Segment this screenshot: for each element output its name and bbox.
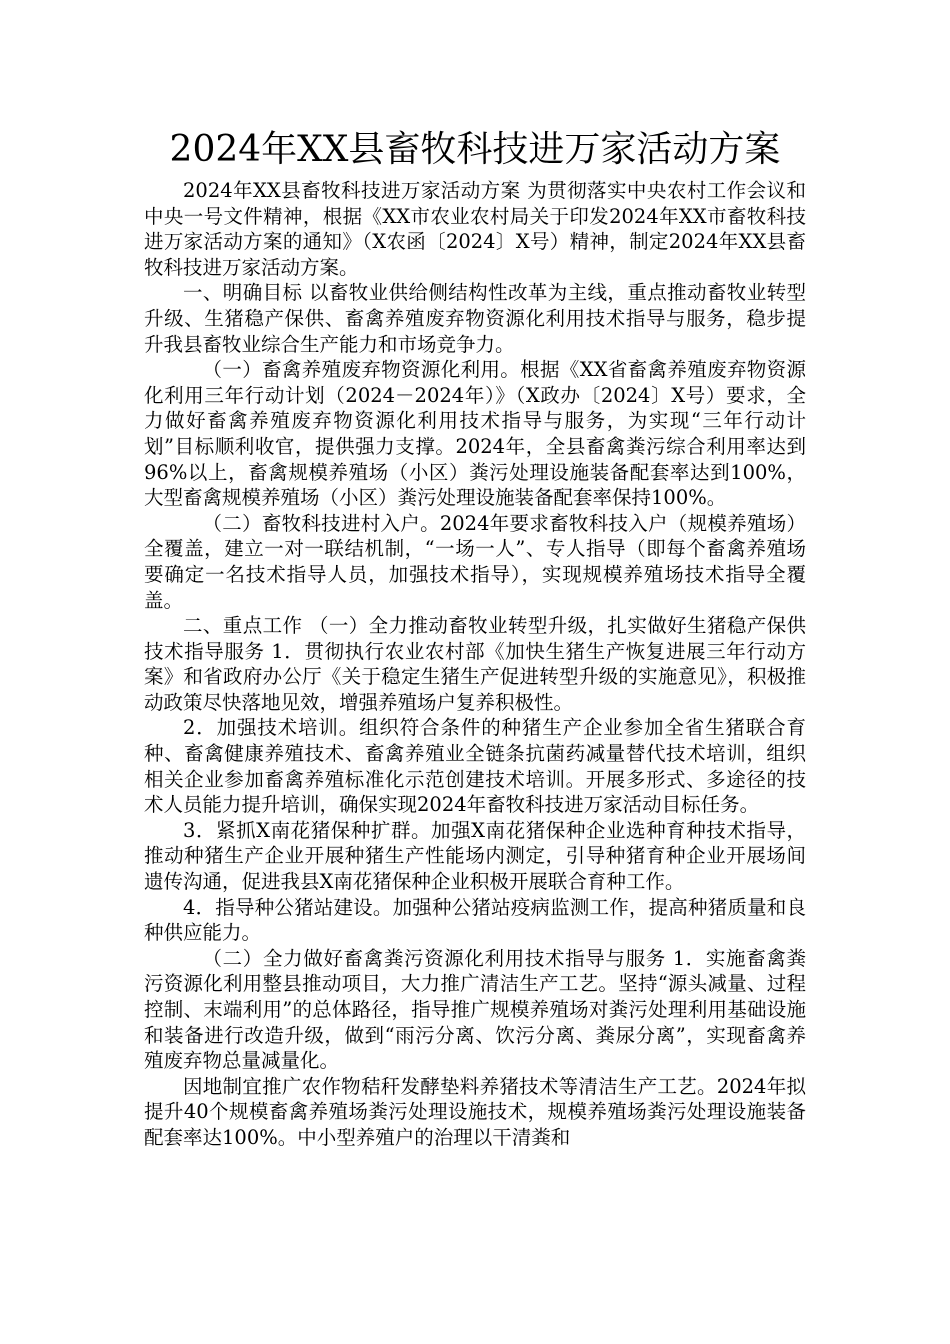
document-body xyxy=(144,178,806,1151)
intro-paragraph: 2024年XX县畜牧科技进万家活动方案 为贯彻落实中央农村工作会议和中央一号文件精神，根据《XX市农业农村局关于印发2024年XX市畜牧科技进万家活动方案的通知》（X农函〔2024〕X号）精神，制定2024年XX县畜牧科技进万家活动方案。 xyxy=(144,179,806,279)
subsection-tech-village-paragraph: （二）畜牧科技进村入户。2024年要求畜牧科技入户（规模养殖场）全覆盖，建立一对一联结机制，“一场一人”、专人指导（即每个畜禽养殖场要确定一名技术指导人员，加强技术指导），实现规模养殖场技术指导全覆盖。 xyxy=(144,511,806,612)
clean-production-paragraph: 因地制宜推广农作物秸秆发酵垫料养猪技术等清洁生产工艺。2024年拟提升40个规模畜禽养殖场粪污处理设施技术，规模养殖场粪污处理设施装备配套率达100%。中小型养殖户的治理以干清粪和 xyxy=(144,1074,806,1149)
document-title: 2024年XX县畜牧科技进万家活动方案 xyxy=(169,129,781,170)
section-two-paragraph: 二、重点工作 （一）全力推动畜牧业转型升级，扎实做好生猪稳产保供技术指导服务 1．贯彻执行农业农村部《加快生猪生产恢复进展三年行动方案》和省政府办公厅《关于稳定生猪生产促进转型升级的实施意见》，积极推动政策尽快落地见效，增强养殖场户复养积极性。 xyxy=(144,614,806,714)
subsection-waste-utilization-paragraph: （一）畜禽养殖废弃物资源化利用。根据《XX省畜禽养殖废弃物资源化利用三年行动计划（2024－2024年）》（X政办〔2024〕X号）要求，全力做好畜禽养殖废弃物资源化利用技术指导与服务，为实现“三年行动计划”目标顺利收官，提供强力支撑。2024年，全县畜禽粪污综合利用率达到96%以上，畜禽规模养殖场（小区）粪污处理设施装备配套率达到100%，大型畜禽规模养殖场（小区）粪污处理设施装备配套率保持100%。 xyxy=(144,358,806,510)
item-breeding-paragraph: 3．紧抓X南花猪保种扩群。加强X南花猪保种企业选种育种技术指导，推动种猪生产企业开展种猪生产性能场内测定，引导种猪育种企业开展场间遗传沟通，促进我县X南花猪保种企业积极开展联合育种工作。 xyxy=(144,818,806,894)
item-training-paragraph: 2．加强技术培训。组织符合条件的种猪生产企业参加全省生猪联合育种、畜禽健康养殖技术、畜禽养殖业全链条抗菌药减量替代技术培训，组织相关企业参加畜禽养殖标准化示范创建技术培训。开展多形式、多途径的技术人员能力提升培训，确保实现2024年畜牧科技进万家活动目标任务。 xyxy=(144,716,806,817)
subsection-manure-paragraph: （二）全力做好畜禽粪污资源化利用技术指导与服务 1．实施畜禽粪污资源化利用整县推动项目，大力推广清洁生产工艺。坚持“源头减量、过程控制、末端利用”的总体路径，指导推广规模养殖场对粪污处理利用基础设施和装备进行改造升级，做到“雨污分离、饮污分离、粪尿分离”，实现畜禽养殖废弃物总量减量化。 xyxy=(144,946,806,1073)
item-boar-station-paragraph: 4．指导种公猪站建设。加强种公猪站疫病监测工作，提高种猪质量和良种供应能力。 xyxy=(144,895,806,945)
section-one-paragraph: 一、明确目标 以畜牧业供给侧结构性改革为主线，重点推动畜牧业转型升级、生猪稳产保供、畜禽养殖废弃物资源化利用技术指导与服务，稳步提升我县畜牧业综合生产能力和市场竞争力。 xyxy=(144,281,806,356)
